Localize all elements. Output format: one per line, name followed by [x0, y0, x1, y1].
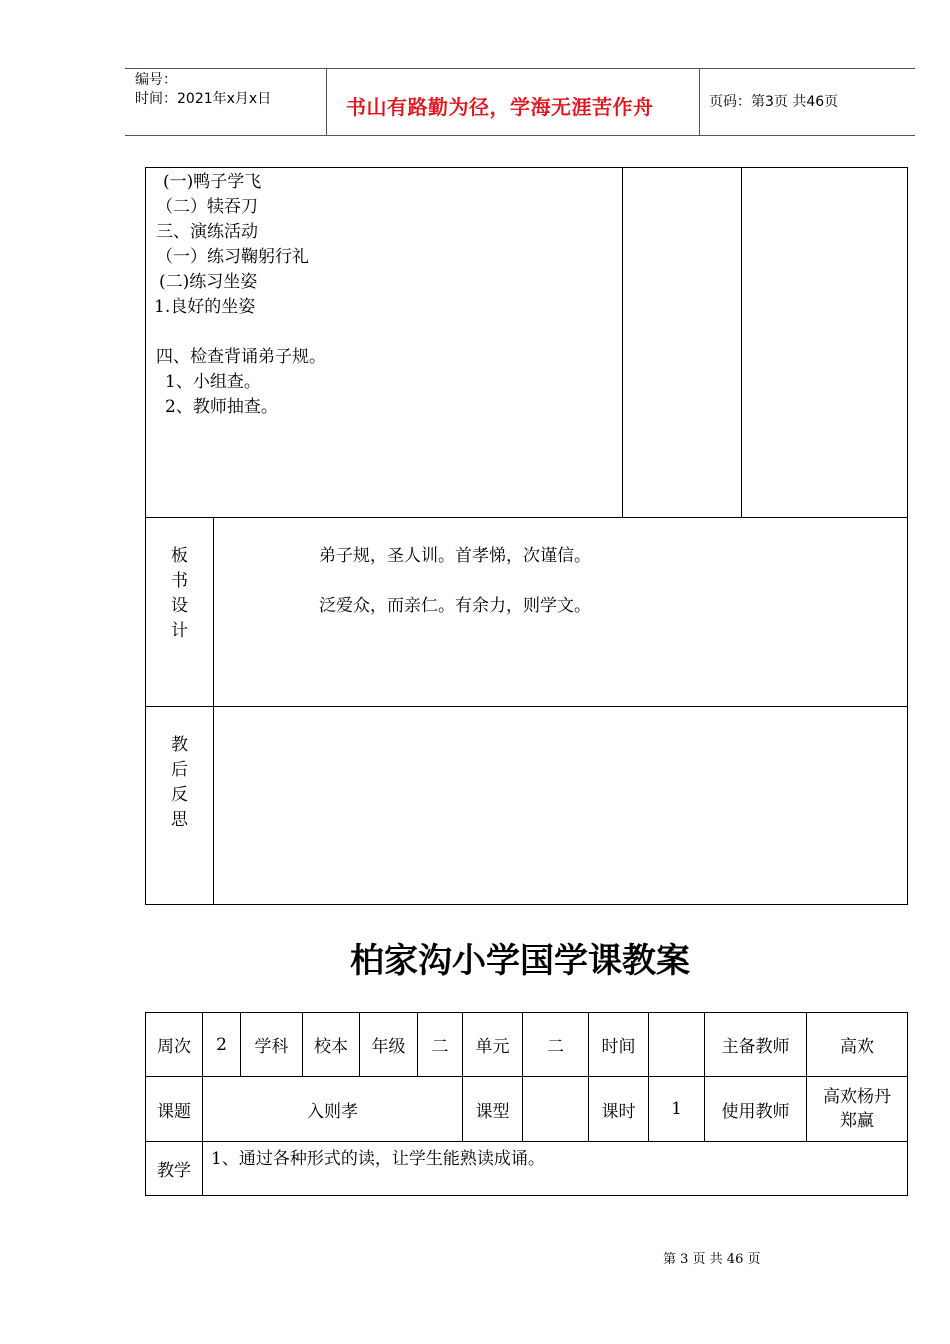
- main-teacher-value: 高欢: [807, 1013, 908, 1077]
- process-line: 1、小组查。: [165, 372, 261, 392]
- subject-label: 学科: [241, 1013, 303, 1077]
- board-line: 泛爱众，而亲仁。有余力，则学文。: [319, 596, 591, 616]
- label-char: 反: [171, 785, 188, 805]
- header-motto: 书山有路勤为径，学海无涯苦作舟: [346, 95, 654, 119]
- header-page-info: 页码：第3页 共46页: [709, 94, 839, 110]
- empty-cell: [742, 168, 908, 518]
- doc-time-label: 时间：2021年x月x日: [135, 91, 272, 107]
- label-char: 后: [171, 760, 188, 780]
- use-teacher-value: [807, 1077, 908, 1142]
- use-teacher-line: 高欢杨丹: [823, 1087, 891, 1107]
- week-label: 周次: [146, 1013, 203, 1077]
- reflection-content: [214, 707, 908, 905]
- process-cell: [146, 168, 623, 518]
- label-char: 板: [171, 546, 188, 566]
- header-top-rule: [125, 68, 915, 69]
- unit-label: 单元: [463, 1013, 523, 1077]
- header-divider: [326, 68, 327, 136]
- header-bottom-rule: [125, 135, 915, 136]
- week-value: 2: [203, 1013, 241, 1077]
- use-teacher-line: 郑赢: [840, 1111, 874, 1131]
- label-char: 设: [171, 596, 188, 616]
- label-char: 计: [171, 621, 188, 641]
- label-char: 教: [171, 735, 188, 755]
- topic-label: 课题: [146, 1077, 203, 1142]
- process-line: [146, 320, 622, 345]
- board-design-label: [146, 518, 214, 707]
- label-char: 思: [171, 810, 188, 830]
- grade-label: 年级: [360, 1013, 418, 1077]
- header-divider: [699, 68, 700, 136]
- empty-cell: [623, 168, 742, 518]
- unit-value: 二: [523, 1013, 589, 1077]
- topic-value: 入则孝: [203, 1077, 463, 1142]
- board-line: 弟子规，圣人训。首孝悌，次谨信。: [319, 546, 591, 566]
- goal-content: [203, 1142, 908, 1196]
- use-teacher-label: 使用教师: [705, 1077, 807, 1142]
- subject-value: 校本: [303, 1013, 360, 1077]
- hours-label: 课时: [589, 1077, 649, 1142]
- goal-text: 1、通过各种形式的读，让学生能熟读成诵。: [211, 1149, 545, 1169]
- lesson-plan-table: [145, 1012, 908, 1196]
- goal-label: 教学: [146, 1142, 203, 1196]
- page-footer: 第 3 页 共 46 页: [663, 1252, 761, 1267]
- process-line: 2、教师抽查。: [165, 397, 278, 417]
- type-value: [523, 1077, 589, 1142]
- prev-lesson-table: [145, 167, 908, 905]
- time-label: 时间: [589, 1013, 649, 1077]
- process-line: 1.良好的坐姿: [154, 297, 256, 317]
- doc-number-label: 编号：: [135, 72, 177, 88]
- process-line: (一)鸭子学飞: [163, 172, 262, 192]
- process-line: (二)练习坐姿: [159, 272, 258, 292]
- label-char: 书: [171, 571, 188, 591]
- board-design-content: [214, 518, 908, 707]
- hours-value: 1: [649, 1077, 705, 1142]
- main-teacher-label: 主备教师: [705, 1013, 807, 1077]
- grade-value: 二: [418, 1013, 463, 1077]
- reflection-label: [146, 707, 214, 905]
- process-line: 四、检查背诵弟子规。: [156, 347, 326, 367]
- process-line: （二）犊吞刀: [156, 197, 258, 217]
- process-line: 三、演练活动: [156, 222, 258, 242]
- time-value: [649, 1013, 705, 1077]
- process-line: （一）练习鞠躬行礼: [156, 247, 309, 267]
- page-title: 柏家沟小学国学课教案: [350, 941, 690, 981]
- type-label: 课型: [463, 1077, 523, 1142]
